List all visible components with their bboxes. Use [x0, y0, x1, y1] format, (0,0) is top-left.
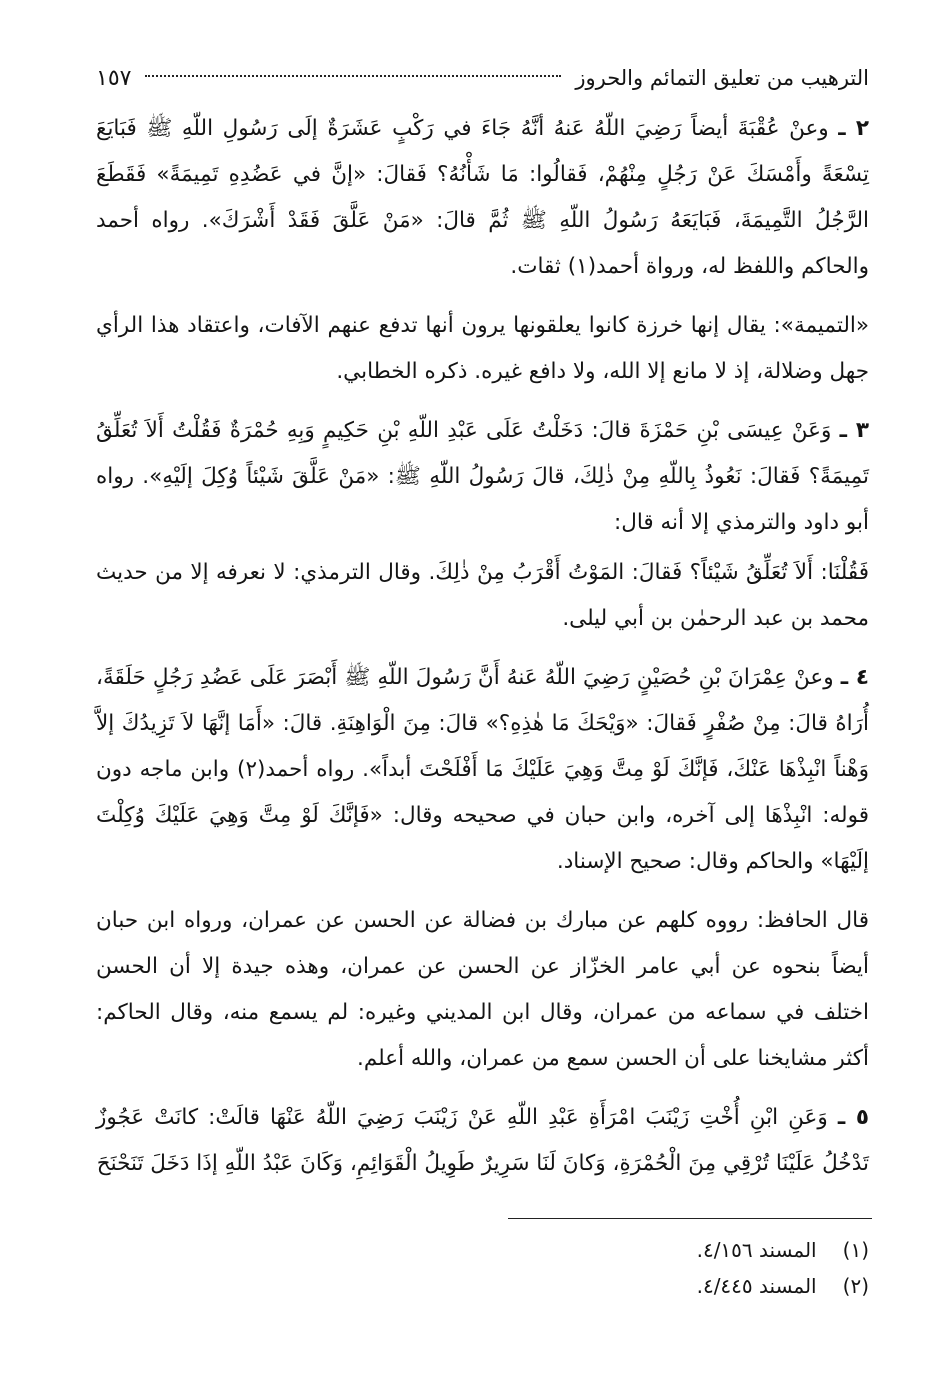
- paragraph-text: قال الحافظ: رووه كلهم عن مبارك بن فضالة عن الحسن عن عمران، ورواه ابن حبان أيضاً بنحوه عن أبي عامر الخزّاز عن الحسن عن عمران، وهذه جيدة إلا أن الحسن اختلف في سماعه من عمران، وقال ابن المديني وغيره: لم يسمع منه، وقال الحاكم: أكثر مشايخنا على أن الحسن سمع من عمران، والله أعلم.: [96, 908, 869, 1071]
- paragraph-hadith-3: [96, 408, 869, 546]
- paragraph-hadith-5: [96, 1095, 869, 1187]
- paragraph-hafiz-note: [96, 898, 869, 1082]
- page-number: ١٥٧: [96, 66, 132, 91]
- footnote-text: المسند ٤/١٥٦.: [696, 1238, 817, 1262]
- paragraph-text: وعنْ عِمْرَانَ بْنِ حُصَيْنٍ رَضِيَ اللّهُ عَنهُ أَنَّ رَسُولَ اللّهِ ﷺ أَبْصَرَ عَلَى عَضُدِ رَجُلٍ حَلَقَةً، أُرَاهُ قالَ: مِنْ صُفْرٍ فَقالَ: «وَيْحَكَ مَا هٰذِهِ؟» قالَ: مِنَ الْوَاهِنَةِ. قالَ: «أَمَا إنَّهَا لاَ تَزِيدُكَ إلاَّ وَهْناً انْبِذْهَا عَنْكَ، فَإنَّكَ لَوْ مِتَّ وَهِيَ عَلَيْكَ مَا أَفْلَحْتَ أبداً». رواه أحمد(٢) وابن ماجه دون قوله: انْبِذْهَا إلى آخره، وابن حبان في صحيحه وقال: «فَإنَّكَ لَوْ مِتَّ وَهِيَ عَلَيْكَ وُكِلْتَ إلَيْهَا» والحاكم وقال: صحيح الإسناد.: [96, 665, 869, 874]
- running-header: [96, 58, 869, 98]
- footnote-1: [309, 1232, 869, 1268]
- paragraph-hadith-4: [96, 655, 869, 885]
- hadith-number: ٢ ـ: [838, 116, 869, 141]
- paragraph-text: وَعَنِ ابْنِ أُخْتِ زَيْنَبَ امْرَأَةِ عَبْدِ اللّهِ عَنْ زَيْنَبَ رَضِيَ اللّهُ عَنْهَا قالَتْ: كانَتْ عَجُوزٌ تَدْخُلُ عَلَيْنَا تُرْقِي مِنَ الْحُمْرَةِ، وَكانَ لَنَا سَرِيرٌ طَوِيلُ الْقَوَائِمِ، وَكَانَ عَبْدُ اللّهِ إذَا دَخَلَ تَنَحْنَحَ: [96, 1105, 869, 1176]
- hadith-number: ٤ ـ: [840, 665, 869, 690]
- paragraph-tirmidhi-note: [96, 550, 869, 642]
- paragraph-commentary-tamima: [96, 303, 869, 395]
- chapter-title: الترهيب من تعليق التمائم والحروز: [575, 66, 869, 90]
- footnote-mark: (٢): [842, 1274, 869, 1298]
- hadith-number: ٥ ـ: [837, 1105, 870, 1130]
- footnote-text: المسند ٤/٤٤٥.: [696, 1274, 817, 1298]
- page-body: [96, 106, 869, 1187]
- paragraph-text: وعنْ عُقْبَةَ أيضاً رَضِيَ اللّهُ عَنهُ أنَّهُ جَاءَ في رَكْبٍ عَشَرَةٌ إلَى رَسُولِ اللّهِ ﷺ فَبَايَعَ تِسْعَةً وأَمْسَكَ عَنْ رَجُلٍ مِنْهُمْ، فَقالُوا: مَا شَأْنُهُ؟ فَقالَ: «إنَّ في عَضُدِهِ تَمِيمَةً» فَقَطَعَ الرَّجُلُ التَّمِيمَةَ، فَبَايَعَهُ رَسُولُ اللّهِ ﷺ ثُمَّ قالَ: «مَنْ عَلَّقَ فَقَدْ أَشْرَكَ». رواه أحمد والحاكم واللفظ له، ورواة أحمد(١) ثقات.: [96, 116, 869, 279]
- paragraph-text: وَعَنْ عِيسَى بْنِ حَمْزَةَ قالَ: دَخَلْتُ عَلَى عَبْدِ اللّهِ بْنِ حَكِيمٍ وَبِهِ حُمْرَةٌ فَقُلْتُ أَلاَ تُعَلِّقُ تَمِيمَةً؟ فَقالَ: نَعُوذُ بِاللّهِ مِنْ ذٰلِكَ، قالَ رَسُولُ اللّهِ ﷺ: «مَنْ عَلَّقَ شَيْئاً وُكِلَ إلَيْهِ». رواه أبو داود والترمذي إلا أنه قال:: [96, 418, 869, 535]
- hadith-number: ٣ ـ: [839, 418, 869, 443]
- paragraph-text: «التميمة»: يقال إنها خرزة كانوا يعلقونها يرون أنها تدفع عنهم الآفات، واعتقاد هذا الرأي جهل وضلالة، إذ لا مانع إلا الله، ولا دافع غيره. ذكره الخطابي.: [96, 313, 869, 384]
- paragraph-hadith-2: [96, 106, 869, 290]
- footnotes: [309, 1232, 869, 1304]
- footnote-mark: (١): [842, 1238, 869, 1262]
- footnote-divider: [508, 1218, 872, 1219]
- paragraph-text: فَقُلْنَا: أَلاَ تُعَلِّقُ شَيْئاً؟ فَقالَ: المَوْتُ أَقْرَبُ مِنْ ذٰلِكَ. وقال الترمذي: لا نعرفه إلا من حديث محمد بن عبد الرحمٰن بن أبي ليلى.: [96, 560, 869, 631]
- dotted-leader: [145, 75, 561, 77]
- footnote-2: [309, 1268, 869, 1304]
